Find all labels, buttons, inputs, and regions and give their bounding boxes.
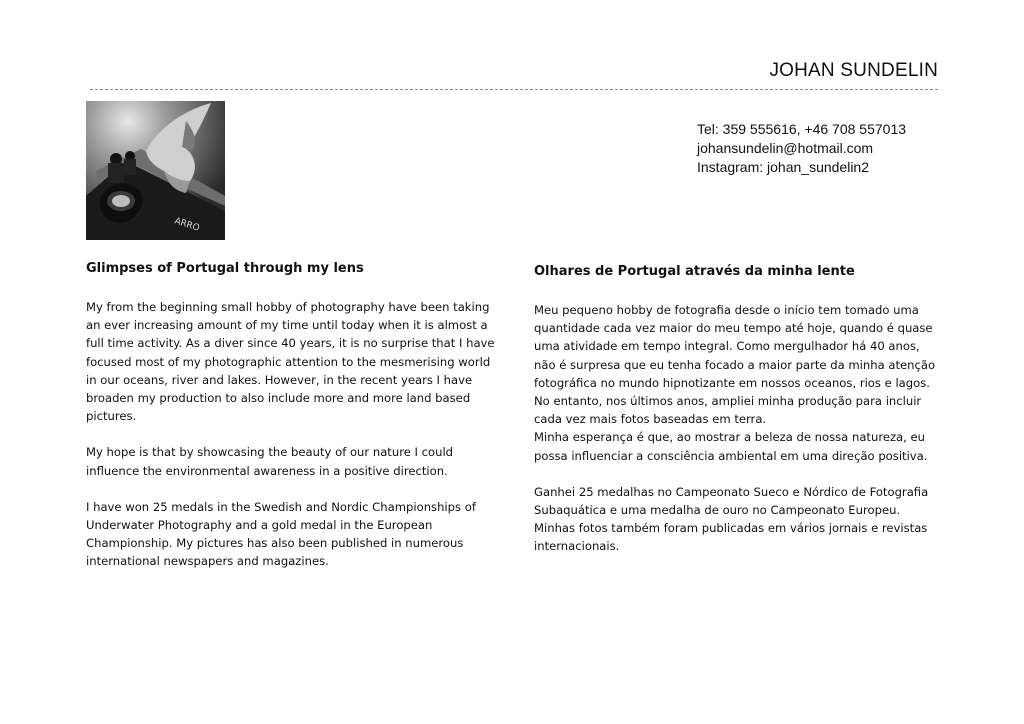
english-paragraph: I have won 25 medals in the Swedish and Nordic Championships of Underwater Photography and a gold medal in the European Championship. My pictures has also been published in numerous international newspapers and magazines. — [86, 499, 476, 569]
portuguese-section — [534, 264, 944, 574]
contact-phone: Tel: 359 555616, +46 708 557013 — [697, 121, 907, 137]
portuguese-paragraph: Ganhei 25 medalhas no Campeonato Sueco e Nórdico de Fotografia Subaquática e uma medalha de ouro no Campeonato Europeu. Minhas fotos também foram publicadas em vários jornais e revistas internacionais. — [534, 484, 929, 554]
english-paragraph: My from the beginning small hobby of photography have been taking an ever increasing amount of my time until today when it is almost a full time activity. As a diver since 40 years, it is no surprise that I have focused most of my photographic attention to the mesmerising world in our oceans, river and lakes. However, in the recent years I have broaden my production to also include more and more land based pictures. — [86, 300, 495, 424]
contact-instagram: Instagram: johan_sundelin2 — [697, 159, 870, 175]
portuguese-heading: Olhares de Portugal através da minha lente — [534, 264, 855, 279]
author-name: JOHAN SUNDELIN — [769, 60, 938, 81]
portuguese-paragraph: Meu pequeno hobby de fotografia desde o início tem tomado uma quantidade cada vez maior do meu tempo até hoje, quando é quase uma atividade em tempo integral. Como mergulhador há 40 anos, não é surpresa que eu tenha focado a maior parte da minha atenção fotográfica no mundo hipnotizante em nossos oceanos, rios e lagos. No entanto, nos últimos anos, ampliei minha produção para incluir cada vez mais fotos baseadas em terra. — [534, 303, 936, 427]
contact-block — [697, 120, 906, 177]
english-paragraph: My hope is that by showcasing the beauty of our nature I could influence the environmental awareness in a positive direction. — [86, 445, 454, 478]
boat-lettering: ARRO — [173, 216, 201, 234]
header-divider — [90, 89, 938, 90]
english-heading: Glimpses of Portugal through my lens — [86, 261, 364, 276]
seagull-photo — [86, 101, 225, 240]
portuguese-paragraph: Minha esperança é que, ao mostrar a beleza de nossa natureza, eu possa influenciar a consciência ambiental em uma direção positiva. — [534, 430, 928, 463]
english-section — [86, 261, 496, 589]
contact-email: johansundelin@hotmail.com — [697, 140, 874, 156]
